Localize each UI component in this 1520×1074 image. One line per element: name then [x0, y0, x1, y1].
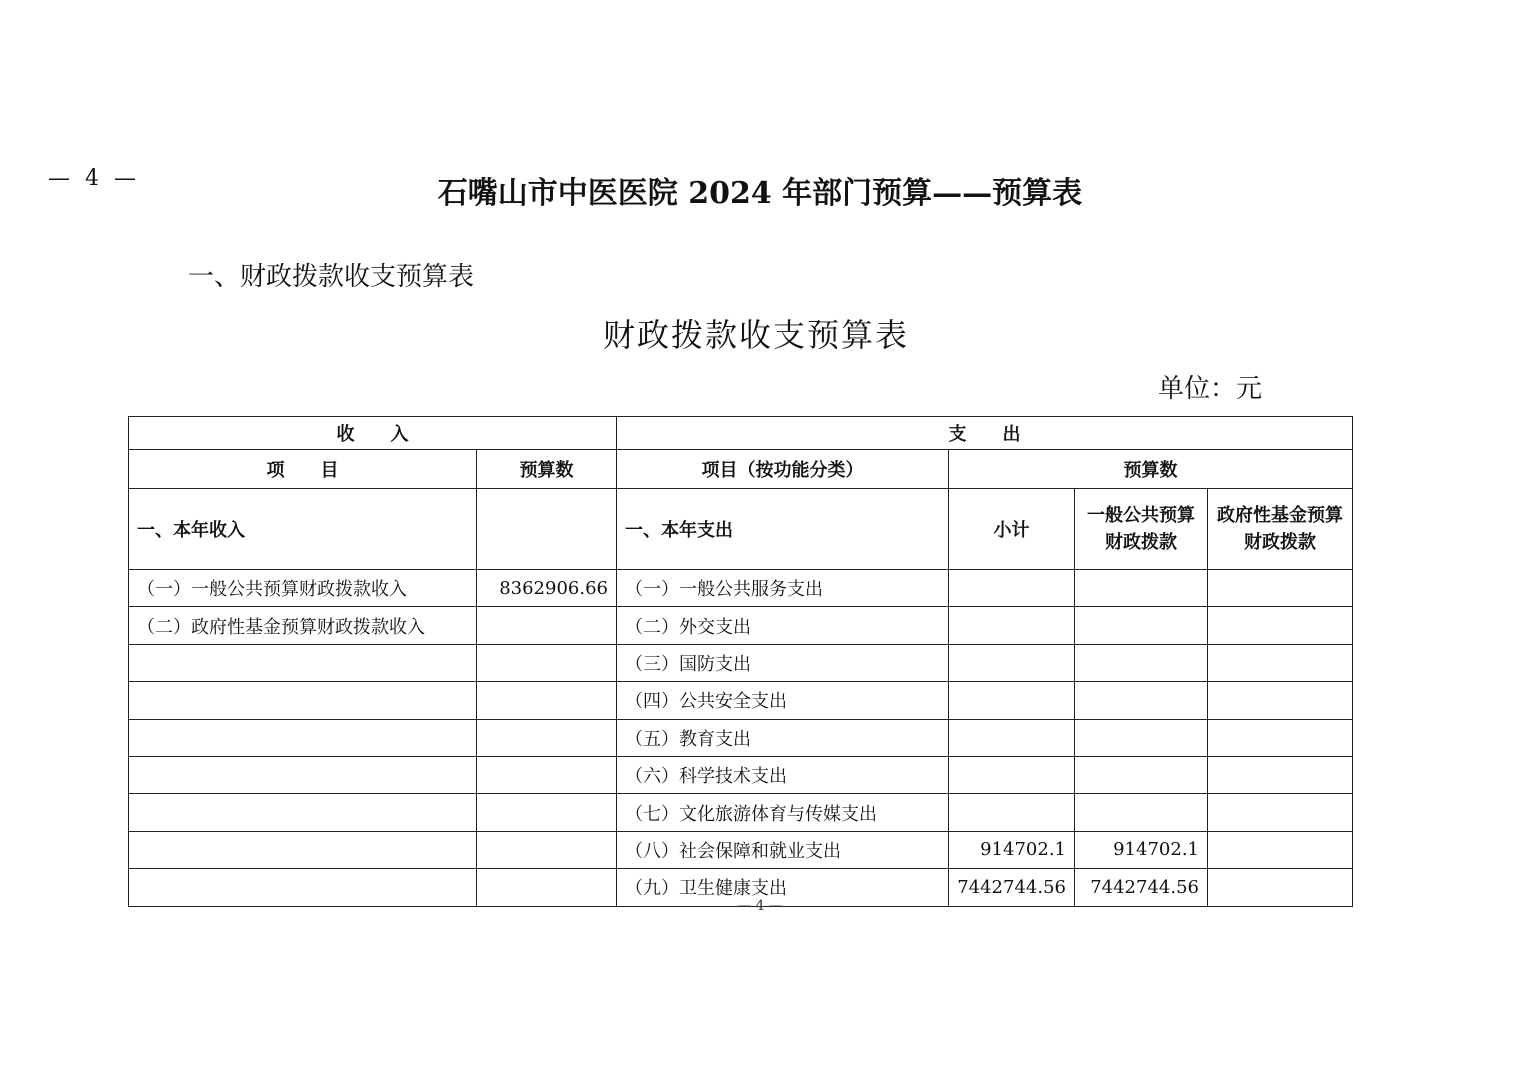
table-header-row: [129, 417, 1353, 450]
expense-item-cell: （一）一般公共服务支出: [617, 570, 949, 607]
table-row: [129, 719, 1353, 756]
fund-budget-cell: [1208, 794, 1353, 831]
table-row: [129, 794, 1353, 831]
page-number-bottom: — 4 —: [737, 898, 783, 914]
fund-budget-cell: [1208, 607, 1353, 644]
income-item-cell: （一）一般公共预算财政拨款收入: [129, 570, 477, 607]
subtotal-cell: [949, 794, 1075, 831]
subtotal-cell: [949, 719, 1075, 756]
income-amount-cell: [477, 756, 617, 793]
income-item-cell: （二）政府性基金预算财政拨款收入: [129, 607, 477, 644]
total-row: [129, 489, 1353, 570]
general-budget-cell: [1075, 644, 1208, 681]
expense-item-cell: （四）公共安全支出: [617, 682, 949, 719]
income-item-cell: [129, 794, 477, 831]
subtotal-cell: [949, 756, 1075, 793]
income-amount-cell: [477, 831, 617, 868]
table-row: [129, 607, 1353, 644]
table-row: [129, 756, 1353, 793]
table-row: [129, 682, 1353, 719]
subtotal-cell: [949, 644, 1075, 681]
income-item-cell: [129, 719, 477, 756]
expense-item-cell: （八）社会保障和就业支出: [617, 831, 949, 868]
fund-budget-cell: [1208, 756, 1353, 793]
general-budget-cell: 914702.1: [1075, 831, 1208, 868]
income-amount-cell: 8362906.66: [477, 570, 617, 607]
general-budget-cell: 7442744.56: [1075, 869, 1208, 906]
income-amount-cell: [477, 644, 617, 681]
budget-table-body: [129, 417, 1353, 907]
income-amount-cell: [477, 607, 617, 644]
col-expense-budget-header: 预算数: [949, 450, 1353, 489]
expense-item-cell: （二）外交支出: [617, 607, 949, 644]
fund-budget-cell: [1208, 682, 1353, 719]
income-amount-cell: [477, 719, 617, 756]
column-header-row: [129, 450, 1353, 489]
expense-item-cell: （五）教育支出: [617, 719, 949, 756]
income-total-label: 一、本年收入: [129, 489, 477, 570]
general-budget-cell: [1075, 756, 1208, 793]
general-budget-cell: [1075, 794, 1208, 831]
budget-table: [128, 416, 1353, 907]
table-row: [129, 831, 1353, 868]
fund-budget-cell: [1208, 719, 1353, 756]
general-budget-cell: [1075, 570, 1208, 607]
expense-item-cell: （六）科学技术支出: [617, 756, 949, 793]
main-title: 石嘴山市中医医院 2024 年部门预算——预算表: [437, 176, 1083, 211]
income-header: 收 入: [129, 417, 617, 450]
table-row: [129, 570, 1353, 607]
fund-budget-cell: [1208, 644, 1353, 681]
subtotal-cell: [949, 570, 1075, 607]
page-number-top: — 4 —: [48, 166, 140, 191]
col-function-item-header: 项目（按功能分类）: [617, 450, 949, 489]
expense-item-cell: （七）文化旅游体育与传媒支出: [617, 794, 949, 831]
income-amount-cell: [477, 682, 617, 719]
col-fund-header: 政府性基金预算财政拨款: [1208, 489, 1353, 570]
subtotal-cell: [949, 682, 1075, 719]
income-item-cell: [129, 682, 477, 719]
fund-budget-cell: [1208, 831, 1353, 868]
expense-total-label: 一、本年支出: [617, 489, 949, 570]
col-general-header: 一般公共预算财政拨款: [1075, 489, 1208, 570]
income-item-cell: [129, 831, 477, 868]
col-item-header: 项 目: [129, 450, 477, 489]
subtotal-cell: 7442744.56: [949, 869, 1075, 906]
income-item-cell: [129, 644, 477, 681]
general-budget-cell: [1075, 719, 1208, 756]
income-item-cell: [129, 756, 477, 793]
income-total-amount: [477, 489, 617, 570]
section-heading: 一、财政拨款收支预算表: [188, 262, 475, 292]
subtotal-cell: [949, 607, 1075, 644]
table-title: 财政拨款收支预算表: [602, 316, 909, 354]
expense-item-cell: （三）国防支出: [617, 644, 949, 681]
subtotal-cell: 914702.1: [949, 831, 1075, 868]
general-budget-cell: [1075, 682, 1208, 719]
col-budget-header: 预算数: [477, 450, 617, 489]
table-row: [129, 644, 1353, 681]
income-amount-cell: [477, 794, 617, 831]
expense-header: 支 出: [617, 417, 1353, 450]
fund-budget-cell: [1208, 570, 1353, 607]
expense-item-cell: （九）卫生健康支出: [617, 869, 949, 906]
col-subtotal-header: 小计: [949, 489, 1075, 570]
general-budget-cell: [1075, 607, 1208, 644]
unit-label: 单位：元: [1158, 374, 1263, 404]
